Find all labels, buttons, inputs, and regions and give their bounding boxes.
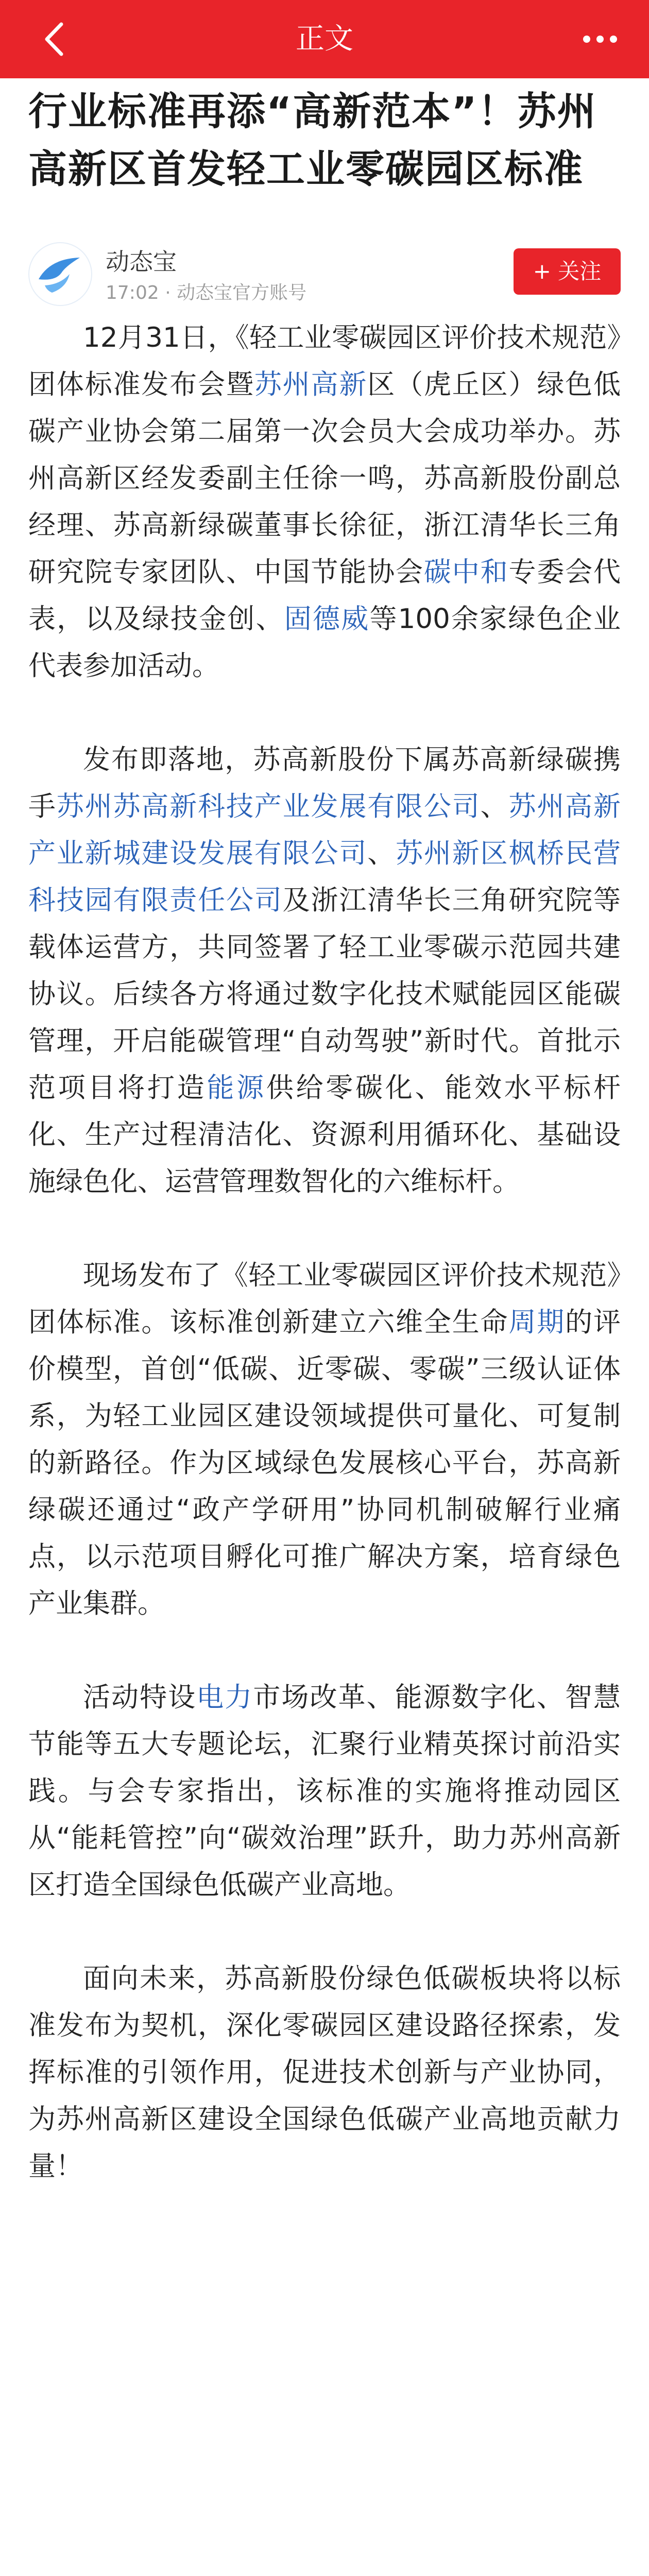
body-text: 专委会代表，以及绿技金创、 bbox=[28, 556, 621, 635]
inline-link[interactable]: 苏州高新产业新城建设发展有限公司 bbox=[28, 791, 621, 869]
body-text: 发布即落地，苏高新股份下属苏高新绿碳携手 bbox=[28, 744, 621, 822]
paragraph bbox=[28, 1674, 621, 1908]
author-name[interactable]: 动态宝 bbox=[106, 248, 177, 276]
body-text: 区（虎丘区）绿色低碳产业协会第二届第一次会员大会成功举办。苏州高新区经发委副主任徐一鸣，苏高新股份副总经理、苏高新绿碳董事长徐征，浙江清华长三角研究院专家团队、中国节能协会 bbox=[28, 369, 621, 588]
body-text: 12月31日，《轻工业零碳园区评价技术规范》团体标准发布会暨 bbox=[28, 322, 621, 400]
more-horizontal-icon bbox=[583, 36, 617, 43]
body-text: 、 bbox=[367, 838, 396, 869]
inline-link[interactable]: 苏州苏高新科技产业发展有限公司 bbox=[56, 791, 481, 822]
inline-link[interactable]: 电力 bbox=[196, 1682, 253, 1713]
body-text: 市场改革、能源数字化、智慧节能等五大专题论坛，汇聚行业精英探讨前沿实践。与会专家指出，该标准的实施将推动园区从“能耗管控”向“碳效治理”跃升，助力苏州高新区打造全国绿色低碳产业高地。 bbox=[28, 1682, 621, 1901]
paragraph bbox=[28, 1252, 621, 1627]
avatar[interactable] bbox=[28, 242, 92, 306]
inline-link[interactable]: 周期 bbox=[508, 1307, 566, 1338]
top-navigation-bar bbox=[0, 0, 649, 78]
more-button[interactable] bbox=[572, 20, 628, 59]
paragraph bbox=[28, 1955, 621, 2190]
article-headline: 行业标准再添“高新范本”！苏州高新区首发轻工业零碳园区标准 bbox=[28, 89, 597, 192]
post-meta bbox=[106, 278, 306, 304]
inline-link[interactable]: 碳中和 bbox=[423, 556, 509, 588]
page-title: 正文 bbox=[296, 22, 353, 56]
dongtaibao-logo-icon bbox=[29, 243, 91, 305]
inline-link[interactable]: 固德威 bbox=[284, 603, 370, 635]
body-text: 的评价模型，首创“低碳、近零碳、零碳”三级认证体系，为轻工业园区建设领域提供可量化、可复制的新路径。作为区域绿色发展核心平台，苏高新绿碳还通过“政产学研用”协同机制破解行业痛点，以示范项目孵化可推广解决方案，培育绿色产业集群。 bbox=[28, 1307, 621, 1619]
meta-dot: · bbox=[165, 282, 177, 303]
body-text: 供给零碳化、能效水平标杆化、生产过程清洁化、资源利用循环化、基础设施绿色化、运营管理数智化的六维标杆。 bbox=[28, 1072, 621, 1197]
account-type: 动态宝官方账号 bbox=[177, 282, 307, 303]
post-time: 17:02 bbox=[106, 282, 159, 303]
inline-link[interactable]: 苏州高新 bbox=[254, 369, 368, 400]
body-text: 等100余家绿色企业代表参加活动。 bbox=[28, 603, 621, 682]
follow-button[interactable]: + 关注 bbox=[514, 248, 621, 295]
body-text: 现场发布了《轻工业零碳园区评价技术规范》团体标准。该标准创新建立六维全生命 bbox=[28, 1260, 621, 1338]
inline-link[interactable]: 能源 bbox=[207, 1072, 266, 1104]
body-text: 及浙江清华长三角研究院等载体运营方，共同签署了轻工业零碳示范园共建协议。后续各方将通过数字化技术赋能园区能碳管理，开启能碳管理“自动驾驶”新时代。首批示范项目将打造 bbox=[28, 885, 621, 1104]
author-bar bbox=[28, 237, 621, 314]
body-text: 、 bbox=[480, 791, 509, 822]
paragraph bbox=[28, 314, 621, 689]
paragraph bbox=[28, 736, 621, 1205]
body-text: 活动特设 bbox=[83, 1682, 197, 1713]
article-body bbox=[28, 314, 621, 2236]
inline-link[interactable]: 苏州新区枫桥民营科技园有限责任公司 bbox=[28, 838, 621, 916]
body-text: 面向未来，苏高新股份绿色低碳板块将以标准发布为契机，深化零碳园区建设路径探索，发挥标准的引领作用，促进技术创新与产业协同，为苏州高新区建设全国绿色低碳产业高地贡献力量！ bbox=[28, 1963, 621, 2182]
